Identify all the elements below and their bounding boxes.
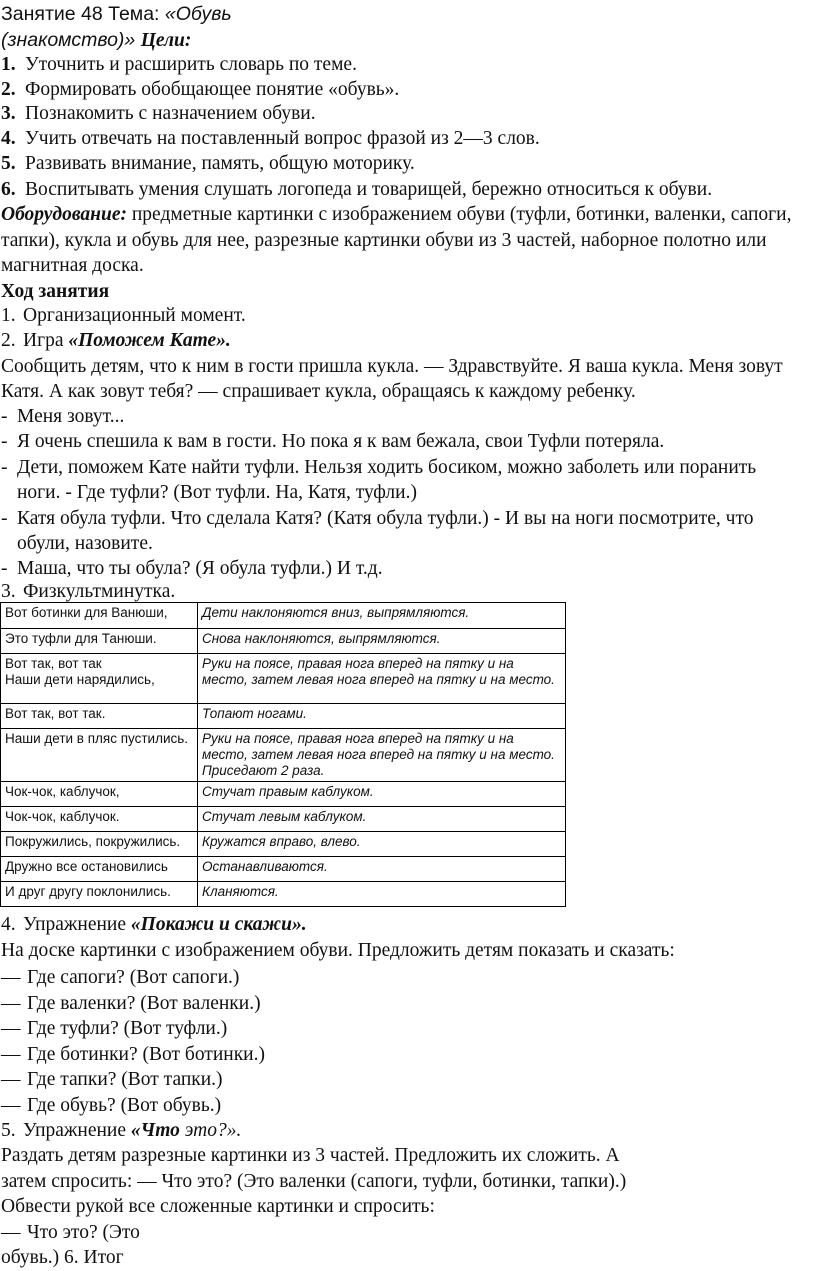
table-row	[1, 654, 566, 704]
paragraph-line: Обвести рукой все сложенные картинки и спросить:	[1, 1196, 435, 1217]
rhyme-cell: Чок-чок, каблучок,	[1, 782, 198, 807]
question-item: — Где ботинки? (Вот ботинки.)	[1, 1044, 265, 1065]
goal-item: 4. Учить отвечать на поставленный вопрос фразой из 2—3 слов.	[1, 128, 540, 149]
table-row	[1, 782, 566, 807]
movement-cell: Руки на поясе, правая нога вперед на пятку и на место, затем левая нога вперед на пятку и на место.	[198, 654, 566, 704]
equipment-line: тапки), кукла и обувь для нее, разрезные картинки обуви из 3 частей, наборное полотно или	[1, 230, 767, 251]
step-3: 3. Физкультминутка.	[1, 581, 176, 602]
lesson-topic-end: (знакомство)»	[1, 29, 141, 51]
movement-cell: Снова наклоняются, выпрямляются.	[198, 629, 566, 654]
table-row	[1, 857, 566, 882]
step-1: 1. Организационный момент.	[1, 305, 246, 326]
dialog-item: - Дети, поможем Кате найти туфли. Нельзя ходить босиком, можно заболеть или поранить	[1, 457, 757, 478]
lesson-title-line2	[1, 28, 191, 54]
dialog-item: - Меня зовут...	[1, 406, 125, 427]
table-row	[1, 832, 566, 857]
goal-item: 6. Воспитывать умения слушать логопеда и товарищей, бережно относиться к обуви.	[1, 179, 713, 200]
rhyme-cell: Вот так, вот так.	[1, 704, 198, 729]
lesson-title-line1	[1, 2, 232, 28]
table-row	[1, 807, 566, 832]
goal-item: 3. Познакомить с назначением обуви.	[1, 103, 316, 124]
game-title: «Поможем Кате».	[68, 330, 231, 351]
paragraph-line: Катя. А как зовут тебя? — спрашивает кукла, обращаясь к каждому ребенку.	[1, 381, 636, 402]
dialog-continuation: ноги. - Где туфли? (Вот туфли. На, Катя, туфли.)	[17, 482, 417, 503]
step-4: 4. Упражнение «Покажи и скажи».	[1, 914, 307, 935]
lesson-title: Занятие 48 Тема:	[1, 3, 165, 25]
equipment-label: Оборудование:	[1, 204, 127, 225]
rhyme-cell: Это туфли для Танюши.	[1, 629, 198, 654]
movement-cell: Стучат левым каблуком.	[198, 807, 566, 832]
goals-label: Цели:	[140, 30, 192, 51]
movement-cell: Кланяются.	[198, 882, 566, 907]
question-item: — Где обувь? (Вот обувь.)	[1, 1095, 222, 1116]
dialog-item: - Я очень спешила к вам в гости. Но пока я к вам бежала, свои Туфли потеряла.	[1, 431, 665, 452]
table-row	[1, 704, 566, 729]
goal-item: 5. Развивать внимание, память, общую моторику.	[1, 153, 415, 174]
table-row	[1, 729, 566, 782]
rhyme-cell: Покружились, покружились.	[1, 832, 198, 857]
table-row	[1, 882, 566, 907]
goal-item: 2. Формировать обобщающее понятие «обувь».	[1, 79, 400, 100]
table-row	[1, 603, 566, 629]
rhyme-cell: Вот ботинки для Ванюши,	[1, 603, 198, 629]
course-title: Ход занятия	[1, 281, 110, 302]
paragraph-line: На доске картинки с изображением обуви. Предложить детям показать и сказать:	[1, 940, 675, 961]
movement-cell: Топают ногами.	[198, 704, 566, 729]
step-2: 2. Игра «Поможем Кате».	[1, 330, 231, 351]
dialog-continuation: обули, назовите.	[17, 533, 153, 554]
equipment-line: Оборудование: предметные картинки с изображением обуви (туфли, ботинки, валенки, сапоги,	[1, 204, 792, 225]
goal-item: 1. Уточнить и расширить словарь по теме.	[1, 54, 357, 75]
question-item: — Что это? (Это	[1, 1222, 140, 1243]
dialog-item: - Маша, что ты обула? (Я обула туфли.) И т.д.	[1, 558, 383, 579]
movement-cell: Руки на поясе, правая нога вперед на пятку и на место, затем левая нога вперед на пятку и на место. Приседают 2 раза.	[198, 729, 566, 782]
dialog-item: - Катя обула туфли. Что сделала Катя? (Катя обула туфли.) - И вы на ноги посмотрите, что	[1, 508, 754, 529]
rhyme-cell: И друг другу поклонились.	[1, 882, 198, 907]
question-item: — Где тапки? (Вот тапки.)	[1, 1069, 223, 1090]
paragraph-line: Сообщить детям, что к ним в гости пришла кукла. — Здравствуйте. Я ваша кукла. Меня зовут	[1, 356, 783, 377]
rhyme-cell: Дружно все остановились	[1, 857, 198, 882]
lesson-topic-start: «Обувь	[164, 3, 232, 25]
paragraph-line: Раздать детям разрезные картинки из 3 частей. Предложить их сложить. А	[1, 1145, 620, 1166]
movement-cell: Дети наклоняются вниз, выпрямляются.	[198, 603, 566, 629]
movement-cell: Останавливаются.	[198, 857, 566, 882]
table-row	[1, 629, 566, 654]
rhyme-cell: Наши дети в пляс пустились.	[1, 729, 198, 782]
exercise-title: «Покажи и скажи».	[130, 914, 307, 935]
step-5: 5. Упражнение «Что это?».	[1, 1120, 242, 1141]
question-item: — Где туфли? (Вот туфли.)	[1, 1018, 228, 1039]
exercise-title: «Что	[130, 1120, 180, 1141]
paragraph-line: обувь.) 6. Итог	[1, 1247, 124, 1268]
question-item: — Где валенки? (Вот валенки.)	[1, 993, 261, 1014]
rhyme-cell: Вот так, вот так Наши дети нарядились,	[1, 654, 198, 704]
exercise-table	[0, 602, 566, 907]
equipment-line: магнитная доска.	[1, 255, 144, 276]
movement-cell: Кружатся вправо, влево.	[198, 832, 566, 857]
paragraph-line: затем спросить: — Что это? (Это валенки (сапоги, туфли, ботинки, тапки).)	[1, 1171, 627, 1192]
question-item: — Где сапоги? (Вот сапоги.)	[1, 967, 240, 988]
movement-cell: Стучат правым каблуком.	[198, 782, 566, 807]
rhyme-cell: Чок-чок, каблучок.	[1, 807, 198, 832]
